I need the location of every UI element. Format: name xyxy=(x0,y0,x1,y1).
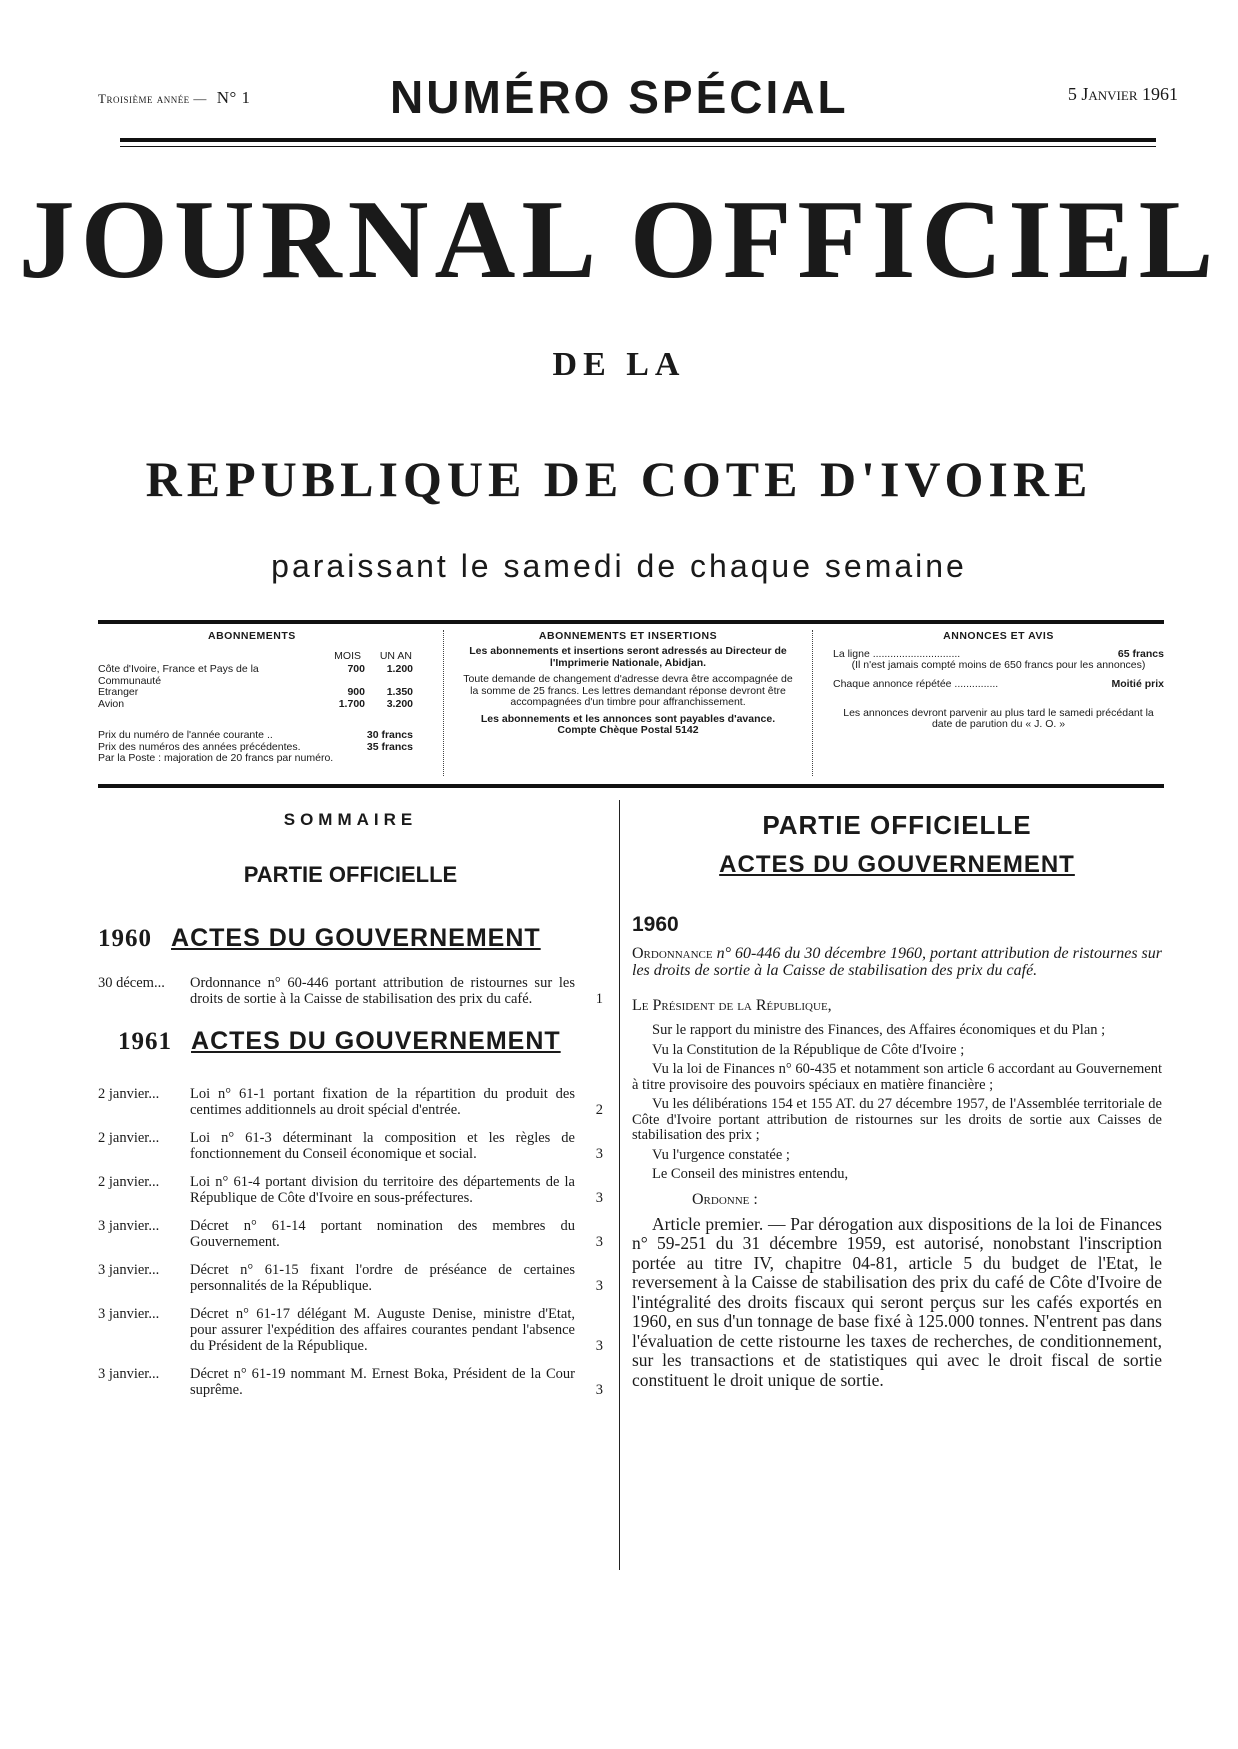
insertions-change-address: Toute demande de changement d'adresse devra être accompagnée de la somme de 25 francs. Les lettres demandant réponse devront être accompagnées d'un timbre pour affranchissement. xyxy=(463,673,793,708)
visa-item: Sur le rapport du ministre des Finances, des Affaires économiques et du Plan ; xyxy=(652,1022,1106,1038)
annonce-line-rate: La ligne .............................. 65 francs xyxy=(833,648,1164,660)
issue-info xyxy=(98,88,251,108)
partie-officielle-heading: PARTIE OFFICIELLE xyxy=(762,810,1032,840)
list-item: 3 janvier... Décret n° 61-17 délégant M. Auguste Denise, ministre d'Etat, pour assurer l'expédition des affaires courantes pendant l'absence du Président de la République. 3 xyxy=(98,1306,603,1354)
article-premier: Article premier. — Par dérogation aux dispositions de la loi de Finances n° 59-251 du 31 décembre 1959, est autorisé, nonobstant l'inscription portée au titre IV, chapitre 04-81, article 5 du budget de l'Etat, le reversement à la Caisse de stabilisation des prix du café de Côte d'Ivoire de l'intégralité des droits fiscaux qui seront perçus sur les cafés exportés en 1960, en sus d'un tonnage de base fixé à 125.000 tonnes. N'entrent pas dans l'évaluation de cette ristourne les taxes de recherches, de conditionnement, sur les transactions et de statistiques qui avec le droit fiscal de sortie constituent le droit unique de sortie. xyxy=(632,1213,1162,1390)
price-row: Prix des numéros des années précédentes. 35 francs xyxy=(98,740,413,753)
ordonnance-label: Ordonnance xyxy=(632,945,713,962)
header-rule xyxy=(120,138,1156,142)
section-year: 1961 xyxy=(118,1028,172,1055)
rate-col-an: UN AN xyxy=(379,650,412,662)
visa-item: Vu la loi de Finances n° 60-435 et notamment son article 6 accordant au Gouvernement à titre provisoire des pouvoirs spéciaux en matière financière ; xyxy=(632,1061,1162,1093)
sommaire-column xyxy=(98,810,603,1410)
visa-item: Vu la Constitution de la République de Côte d'Ivoire ; xyxy=(652,1041,965,1058)
visa-item: Vu l'urgence constatée ; xyxy=(652,1146,790,1163)
special-issue-title: NUMÉRO SPÉCIAL xyxy=(390,71,849,123)
issue-prices xyxy=(98,730,413,765)
official-year: 1960 xyxy=(632,913,679,936)
ordonnance-subject: n° 60-446 du 30 décembre 1960, portant attribution de ristournes sur les droits de sortie à la Caisse de stabilisation des prix du café. xyxy=(632,945,1163,979)
price-row: Prix du numéro de l'année courante .. 30 francs xyxy=(98,729,413,741)
rate-col-mois: MOIS xyxy=(334,650,361,662)
president-heading: Le Président de la République, xyxy=(632,997,832,1014)
subscriptions-heading: ABONNEMENTS xyxy=(208,630,296,642)
column-divider xyxy=(619,800,620,1570)
annonce-minimum: (Il n'est jamais compté moins de 650 francs pour les annonces) xyxy=(851,659,1146,671)
actes-heading: ACTES DU GOUVERNEMENT xyxy=(719,851,1075,878)
header-rule-thin xyxy=(120,146,1156,147)
annonces-column xyxy=(833,630,1164,776)
annonces-heading: ANNONCES ET AVIS xyxy=(943,630,1054,642)
section-year: 1960 xyxy=(98,925,152,952)
rate-row: Avion 1.700 3.200 xyxy=(98,697,413,710)
section-title: ACTES DU GOUVERNEMENT xyxy=(191,1027,561,1055)
top-banner xyxy=(98,70,1178,123)
year-label: Troisième année — xyxy=(98,91,207,106)
list-item: 2 janvier... Loi n° 61-1 portant fixation de la répartition du produit des centimes additionnels au droit spécial d'entrée. 2 xyxy=(98,1086,603,1118)
insertions-heading: ABONNEMENTS ET INSERTIONS xyxy=(538,630,718,642)
list-item: 2 janvier... Loi n° 61-4 portant division du territoire des départements de la République de Côte d'Ivoire en sous-préfectures. 3 xyxy=(98,1174,603,1206)
sommaire-section-1960 xyxy=(98,924,603,953)
rate-headers xyxy=(313,650,413,662)
section-title: ACTES DU GOUVERNEMENT xyxy=(171,924,541,952)
rate-row: Etranger 900 1.350 xyxy=(98,686,413,698)
publication-frequency: paraissant le samedi de chaque semaine xyxy=(271,548,967,584)
visa-item: Le Conseil des ministres entendu, xyxy=(652,1166,849,1182)
entries-1960 xyxy=(98,975,603,1007)
visas-list xyxy=(632,1023,1162,1183)
journal-title: JOURNAL OFFICIEL xyxy=(18,178,1220,302)
annonce-repeat-rate: Chaque annonce répétée ............... Moitié prix xyxy=(833,677,1164,690)
visa-item: Vu les délibérations 154 et 155 AT. du 27 décembre 1957, de l'Assemblée territoriale de Côte d'Ivoire portant attribution de ristournes sur les droits de sortie aux Caisses de stabilisation des prix ; xyxy=(632,1096,1162,1143)
list-item: 3 janvier... Décret n° 61-19 nommant M. Ernest Boka, Président de la Cour suprême. 3 xyxy=(98,1366,603,1398)
entries-1961 xyxy=(98,1086,603,1398)
list-item: 2 janvier... Loi n° 61-3 déterminant la composition et les règles de fonctionnement du Conseil économique et social. 3 xyxy=(98,1130,603,1162)
annonce-deadline: Les annonces devront parvenir au plus tard le samedi précédant la date de parution du « J. O. » xyxy=(843,706,1154,730)
issue-number: N° 1 xyxy=(216,88,251,107)
ordonne-heading: Ordonne : xyxy=(692,1190,758,1208)
republic-name: REPUBLIQUE DE COTE D'IVOIRE xyxy=(145,451,1093,507)
price-row: Par la Poste : majoration de 20 francs par numéro. xyxy=(98,752,334,764)
sommaire-section-1961 xyxy=(118,1027,603,1056)
list-item: 3 janvier... Décret n° 61-15 fixant l'ordre de préséance de certaines personnalités de la République. 3 xyxy=(98,1262,603,1294)
ordonnance-title xyxy=(632,945,1162,979)
insertions-address: Les abonnements et insertions seront adressés au Directeur de l'Imprimerie Nationale, Abidjan. xyxy=(469,645,787,669)
de-la: DE LA xyxy=(552,346,686,383)
subscription-box xyxy=(98,620,1164,788)
rate-row: Côte d'Ivoire, France et Pays de la Communauté 700 1.200 xyxy=(98,663,413,687)
official-column xyxy=(632,810,1162,1390)
list-item: 3 janvier... Décret n° 61-14 portant nomination des membres du Gouvernement. 3 xyxy=(98,1218,603,1250)
insertions-payment: Les abonnements et les annonces sont payables d'avance. Compte Chèque Postal 5142 xyxy=(480,712,776,736)
rates-table xyxy=(98,664,413,710)
insertions-column xyxy=(443,630,813,776)
list-item: 30 décem... Ordonnance n° 60-446 portant attribution de ristournes sur les droits de sortie à la Caisse de stabilisation des prix du café. 1 xyxy=(98,975,603,1007)
issue-date: 5 Janvier 1961 xyxy=(1067,84,1178,104)
sommaire-title: SOMMAIRE xyxy=(283,810,418,829)
sommaire-partie: PARTIE OFFICIELLE xyxy=(243,862,458,887)
subscriptions-column xyxy=(98,630,413,776)
